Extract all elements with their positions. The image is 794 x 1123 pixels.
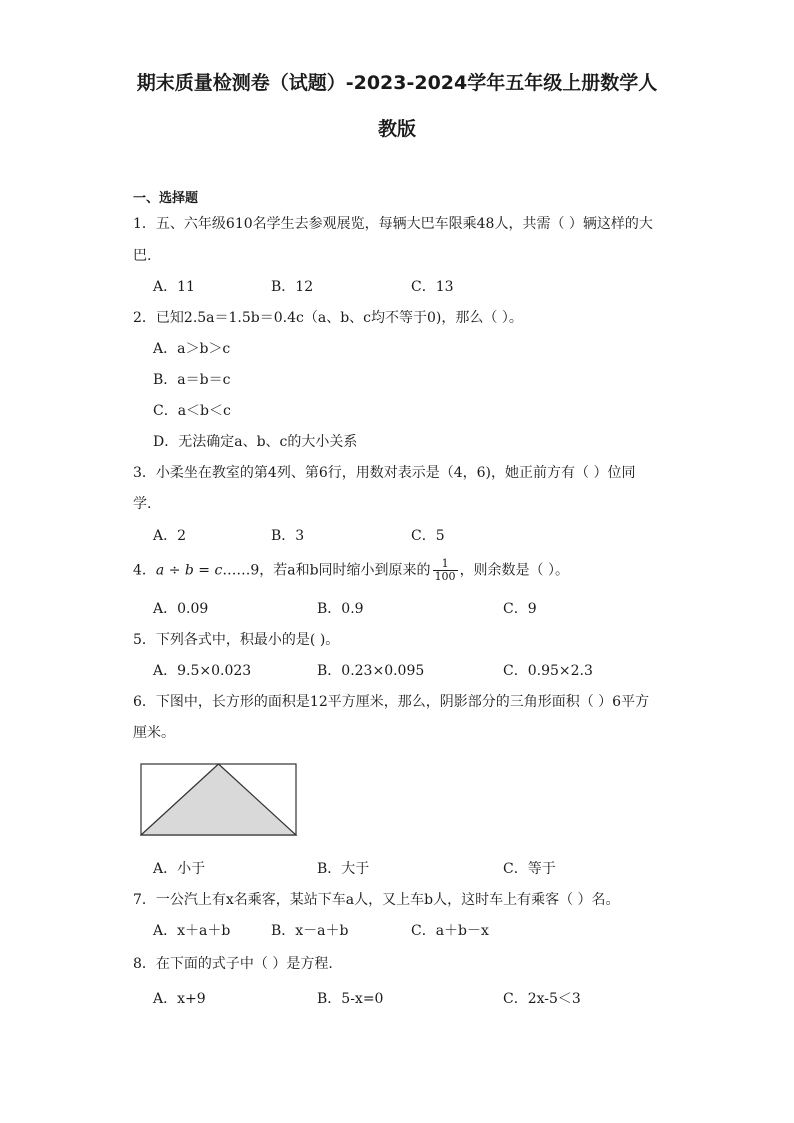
question-7-option-b: B．x－a＋b bbox=[271, 923, 349, 939]
question-2-option-c: C．a＜b＜c bbox=[153, 403, 231, 419]
question-4-option-b: B．0.9 bbox=[317, 601, 364, 617]
document-title-line1: 期末质量检测卷（试题）-2023-2024学年五年级上册数学人 bbox=[136, 72, 658, 94]
question-5-option-a: A．9.5×0.023 bbox=[153, 663, 252, 679]
question-2-option-b: B．a＝b＝c bbox=[153, 372, 231, 388]
question-4-middle: ……9，若a和b同时缩小到原来的 bbox=[222, 562, 431, 579]
question-4-prefix: 4． bbox=[133, 562, 156, 579]
section-heading: 一、选择题 bbox=[133, 191, 199, 206]
question-4-text bbox=[133, 558, 569, 583]
document-title-line2: 教版 bbox=[377, 118, 416, 140]
question-4-expression: a ÷ b = c bbox=[155, 562, 223, 579]
question-8-option-c: C．2x-5＜3 bbox=[503, 991, 581, 1007]
question-6-option-a: A．小于 bbox=[153, 861, 206, 877]
question-4-option-c: C．9 bbox=[503, 601, 537, 617]
question-5-text: 5．下列各式中，积最小的是( )。 bbox=[133, 632, 340, 648]
question-8-option-b: B．5-x=0 bbox=[317, 991, 384, 1007]
question-3-option-b: B．3 bbox=[271, 528, 305, 544]
question-6-option-c: C．等于 bbox=[503, 861, 556, 877]
question-6-text-cont: 厘米。 bbox=[133, 725, 175, 741]
question-7-text: 7．一公汽上有x名乘客，某站下车a人，又上车b人，这时车上有乘客（ ）名。 bbox=[133, 892, 620, 908]
question-7-option-a: A．x＋a＋b bbox=[153, 923, 231, 939]
question-1-option-b: B．12 bbox=[271, 279, 314, 295]
question-1-text-cont: 巴. bbox=[133, 248, 152, 264]
question-3-text-cont: 学. bbox=[133, 496, 152, 512]
shaded-triangle bbox=[141, 764, 296, 835]
question-8-option-a: A．x+9 bbox=[153, 991, 206, 1007]
question-5-option-c: C．0.95×2.3 bbox=[503, 663, 593, 679]
fraction-numerator: 1 bbox=[433, 558, 458, 571]
question-6-option-b: B．大于 bbox=[317, 861, 370, 877]
question-4-suffix: ，则余数是（ ）。 bbox=[459, 562, 570, 579]
question-5-option-b: B．0.23×0.095 bbox=[317, 663, 425, 679]
rectangle-triangle-figure bbox=[140, 763, 298, 837]
question-1-option-c: C．13 bbox=[411, 279, 454, 295]
fraction-denominator: 100 bbox=[434, 570, 456, 583]
question-2-option-d: D．无法确定a、b、c的大小关系 bbox=[153, 434, 358, 450]
question-2-text: 2．已知2.5a＝1.5b＝0.4c（a、b、c均不等于0)，那么（ ）。 bbox=[133, 310, 523, 326]
question-1-option-a: A．11 bbox=[153, 279, 195, 295]
question-6-text: 6．下图中，长方形的面积是12平方厘米，那么，阴影部分的三角形面积（ ）6平方 bbox=[133, 694, 650, 710]
question-3-text: 3．小柔坐在教室的第4列、第6行，用数对表示是（4，6)，她正前方有（ ）位同 bbox=[133, 465, 636, 481]
question-3-option-a: A．2 bbox=[153, 528, 187, 544]
question-3-option-c: C．5 bbox=[411, 528, 445, 544]
question-2-option-a: A．a＞b＞c bbox=[153, 341, 231, 357]
question-7-option-c: C．a＋b－x bbox=[411, 923, 489, 939]
question-8-text: 8．在下面的式子中（ ）是方程. bbox=[133, 956, 333, 972]
question-4-option-a: A．0.09 bbox=[153, 601, 209, 617]
question-4-fraction bbox=[433, 558, 458, 583]
question-1-text: 1．五、六年级610名学生去参观展览，每辆大巴车限乘48人，共需（ ）辆这样的大 bbox=[133, 216, 653, 232]
